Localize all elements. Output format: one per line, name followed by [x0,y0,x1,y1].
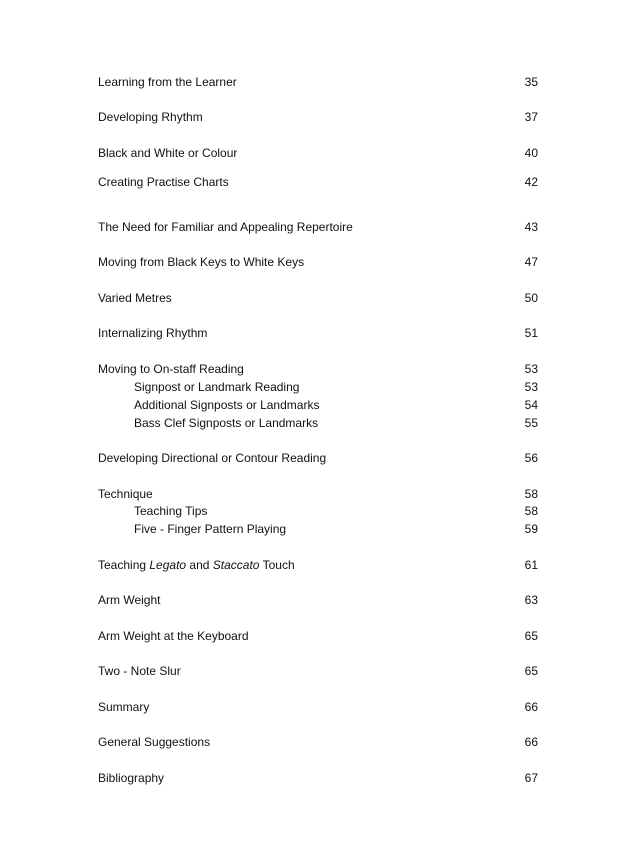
toc-entry-page: 53 [524,362,538,376]
toc-entry-title: Arm Weight at the Keyboard [98,629,249,643]
toc-entry [98,557,538,573]
toc-entry-page: 66 [524,700,538,714]
toc-subentry [98,503,538,519]
toc-entry-page: 66 [524,735,538,749]
toc-entry-title: Technique [98,487,153,501]
toc-entry-title [98,557,295,573]
toc-entry [98,174,538,190]
toc-entry [98,325,538,341]
toc-entry [98,486,538,502]
toc-subentry [98,397,538,413]
toc-entry [98,254,538,270]
toc-entry-page: 43 [524,220,538,234]
toc-entry-title: Bibliography [98,771,165,785]
toc-entry [98,770,538,786]
toc-entry-title: General Suggestions [98,735,211,749]
toc-entry-page: 58 [524,487,538,501]
toc-entry-page: 35 [524,75,538,89]
toc-entry-title: Varied Metres [98,291,172,305]
toc-entry-title: Additional Signposts or Landmarks [134,398,320,412]
toc-entry-title: Black and White or Colour [98,146,238,160]
toc-entry-page: 50 [524,291,538,305]
toc-entry-page: 47 [524,255,538,269]
toc-entry-title: Summary [98,700,150,714]
toc-entry-page: 67 [524,771,538,785]
toc-entry [98,361,538,377]
toc-entry-page: 56 [524,451,538,465]
toc-title-part: Teaching [98,558,150,572]
toc-entry-title: Developing Directional or Contour Reading [98,451,327,465]
toc-entry-page: 59 [524,522,538,536]
toc-entry [98,734,538,750]
toc-title-italic-legato: Legato [149,558,187,572]
toc-entry [98,592,538,608]
toc-entry [98,74,538,90]
toc-entry-page: 65 [524,629,538,643]
toc-entry-title: Arm Weight [98,593,161,607]
toc-entry-title: Internalizing Rhythm [98,326,208,340]
toc-entry-title: Learning from the Learner [98,75,237,89]
toc-entry-title: Moving from Black Keys to White Keys [98,255,305,269]
toc-entry-title: Bass Clef Signposts or Landmarks [134,416,319,430]
toc-entry-page: 51 [524,326,538,340]
toc-entry-title: Five - Finger Pattern Playing [134,522,287,536]
toc-entry [98,663,538,679]
toc-entry [98,450,538,466]
toc-entry [98,628,538,644]
toc-entry-title: Creating Practise Charts [98,175,229,189]
toc-title-part: and [186,558,213,572]
toc-title-italic-staccato: Staccato [212,558,260,572]
toc-entry [98,290,538,306]
toc-entry [98,219,538,235]
toc-entry-page: 61 [524,558,538,572]
toc-entry [98,109,538,125]
toc-entry-page: 42 [524,175,538,189]
toc-entry [98,145,538,161]
toc-entry-title: Teaching Tips [134,504,208,518]
toc-entry-page: 65 [524,664,538,678]
toc-entry [98,699,538,715]
toc-entry-page: 53 [524,380,538,394]
toc-subentry [98,415,538,431]
toc-title-part: Touch [259,558,295,572]
toc-entry-title: Signpost or Landmark Reading [134,380,300,394]
toc-entry-page: 40 [524,146,538,160]
toc-entry-title: Two - Note Slur [98,664,181,678]
toc-entry-page: 54 [524,398,538,412]
toc-entry-title: Developing Rhythm [98,110,203,124]
toc-entry-page: 58 [524,504,538,518]
toc-subentry [98,379,538,395]
toc-entry-page: 37 [524,110,538,124]
toc-subentry [98,521,538,537]
toc-entry-page: 63 [524,593,538,607]
toc-entry-title: Moving to On-staff Reading [98,362,244,376]
toc-entry-page: 55 [524,416,538,430]
toc-entry-title: The Need for Familiar and Appealing Repertoire [98,220,353,234]
